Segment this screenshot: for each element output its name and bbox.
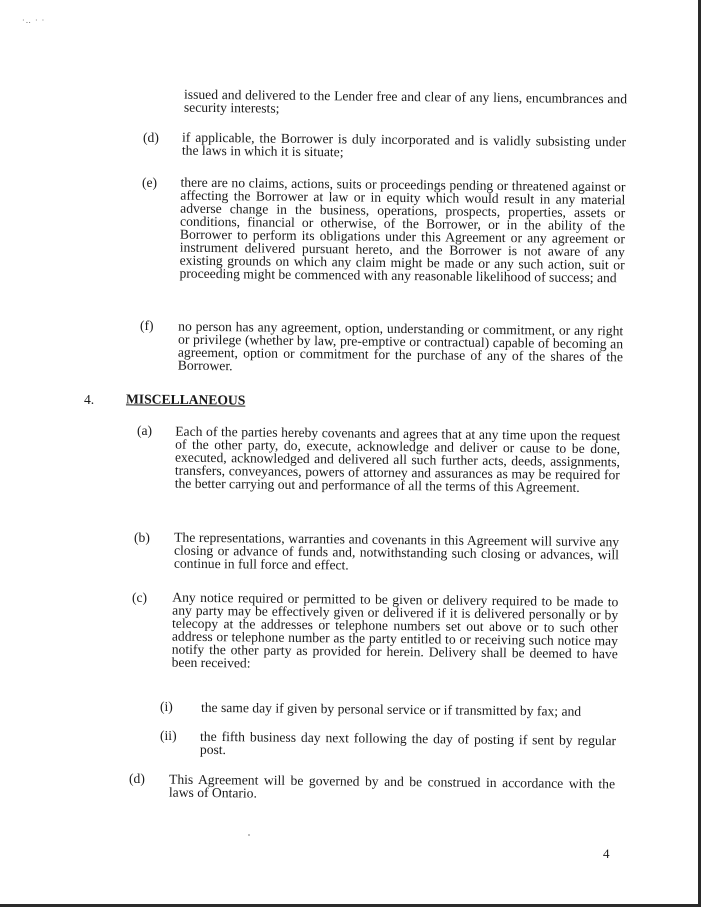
clause-label: (d)	[143, 130, 159, 145]
subclause-label: (ii)	[160, 728, 177, 743]
clause-label: (e)	[142, 175, 158, 190]
clause-label: (f)	[140, 318, 154, 333]
subclause-text: the fifth business day next following the day of posting if sent by regular post.	[199, 728, 617, 758]
clause-text: no person has any agreement, option, understanding or commitment, or any right or privilege (whether by law, pre-emptive or contractual) capable of becoming an agreement, option or commitment for the purchase of any of the shares of the Borrower.	[177, 318, 624, 374]
continuation-paragraph: issued and delivered to the Lender free and clear of any liens, encumbrances and security interests;	[183, 86, 628, 116]
clause-label: (b)	[134, 530, 150, 545]
clause-label: (c)	[132, 590, 148, 605]
scan-speck: ·‥ · ·	[22, 16, 46, 25]
section-number: 4.	[84, 392, 95, 407]
section-title: MISCELLANEOUS	[125, 391, 246, 408]
scan-dot	[248, 834, 250, 836]
clause-label: (a)	[137, 423, 153, 438]
clause-label: (d)	[129, 771, 145, 786]
clause-text: The representations, warranties and covenants in this Agreement will survive any closing or advance of funds and, notwithstanding such closing or advances, will continue in full force and effect.	[173, 529, 620, 573]
clause-text: Any notice required or permitted to be given or delivery required to be made to any party may be effectively given or delivered if it is delivered personally or by telecopy at the addresses or telephone numbers set out above or to such other address or telephone number as the party entitled to or receiving such notice may notify the other party as provided for herein. Delivery shall be deemed to have been received:	[171, 589, 619, 671]
page-number: 4	[603, 846, 610, 861]
clause-text: This Agreement will be governed by and be construed in accordance with the laws of Ontario.	[168, 771, 616, 801]
subclause-text: the same day if given by personal service or if transmitted by fax; and	[200, 699, 582, 719]
clause-text: there are no claims, actions, suits or proceedings pending or threatened against or affecting the Borrower at law or in equity which would result in any material adverse change in the business, operations, prospects, properties, assets or conditions, financial or otherwise, of the Borrower, or in the ability of the Borrower to perform its obligations under this Agreement or any agreement or instrument delivered pursuant hereto, and the Borrower is not aware of any existing grounds on which any claim might be made or any such action, suit or proceeding might be commenced with any reasonable likelihood of success; and	[179, 174, 626, 286]
clause-text: Each of the parties hereby covenants and agrees that at any time upon the request of the other party, do, execute, acknowledge and deliver or cause to be done, executed, acknowledged and delivered all such further acts, deeds, assignments, transfers, conveyances, powers of attorney and assurances as may be required for the better carrying out and performance of all the terms of this Agreement.	[174, 423, 621, 495]
subclause-label: (i)	[160, 699, 173, 714]
clause-text: if applicable, the Borrower is duly incorporated and is validly subsisting under the laws in which it is situate;	[181, 129, 627, 160]
